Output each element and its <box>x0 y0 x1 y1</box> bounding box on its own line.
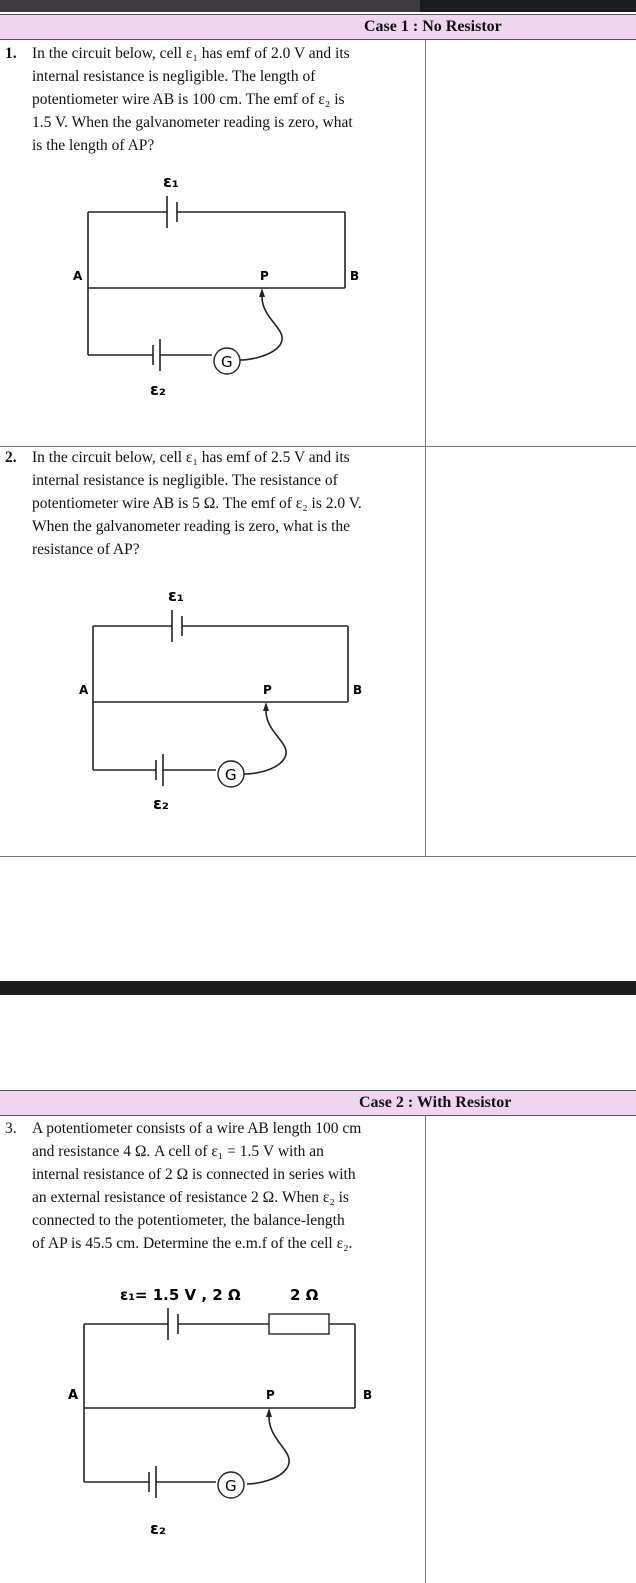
label-b: B <box>353 683 363 697</box>
question-2-line: In the circuit below, cell ε₁ has emf of 2.5 V and its <box>32 449 350 466</box>
question-1-number: 1. <box>5 45 17 62</box>
external-resistor <box>269 1314 329 1334</box>
galvanometer-label: G <box>225 766 237 784</box>
question-1-line: 1.5 V. When the galvanometer reading is zero, what <box>32 114 353 131</box>
case1-column-divider <box>425 40 426 856</box>
galvanometer-label: G <box>225 1477 237 1495</box>
question-1-line: internal resistance is negligible. The length of <box>32 68 316 85</box>
question-3-number: 3. <box>5 1120 17 1137</box>
question-2-line: internal resistance is negligible. The resistance of <box>32 472 338 489</box>
circuit-diagram-1 <box>0 160 420 420</box>
case2-header-text: Case 2 : With Resistor <box>359 1094 512 1111</box>
label-p: P <box>260 269 269 283</box>
label-b: B <box>363 1388 373 1402</box>
question-3-line: connected to the potentiometer, the balance-length <box>32 1212 345 1229</box>
question-1-text <box>32 42 353 157</box>
label-a: A <box>73 269 83 283</box>
page-divider <box>0 981 636 995</box>
question-1-line: potentiometer wire AB is 100 cm. The emf of ε₂ is <box>32 91 345 108</box>
case2-header <box>0 1090 636 1116</box>
case1-header-text: Case 1 : No Resistor <box>364 18 502 35</box>
e1-label: ε₁ <box>168 586 184 605</box>
question-3-line: of AP is 45.5 cm. Determine the e.m.f of the cell ε₂. <box>32 1235 353 1252</box>
question-2-text <box>32 446 362 561</box>
top-bar <box>0 0 636 12</box>
circuit-diagram-3 <box>0 1272 420 1562</box>
question-2-line: When the galvanometer reading is zero, what is the <box>32 518 351 535</box>
label-p: P <box>266 1388 275 1402</box>
case2-column-divider <box>425 1116 426 1583</box>
question-3-line: and resistance 4 Ω. A cell of ε₁ = 1.5 V with an <box>32 1143 324 1160</box>
question-3-line: an external resistance of resistance 2 Ω. When ε₂ is <box>32 1189 349 1206</box>
question-3-line: A potentiometer consists of a wire AB length 100 cm <box>32 1120 362 1137</box>
e2-label: ε₂ <box>150 1519 166 1538</box>
top-bar-dark <box>420 0 636 12</box>
e2-label: ε₂ <box>153 794 169 813</box>
question-3-text <box>32 1117 361 1255</box>
circuit-diagram-2 <box>0 574 420 834</box>
e2-label: ε₂ <box>150 380 166 399</box>
question-2-line: resistance of AP? <box>32 541 140 558</box>
question-2-line: potentiometer wire AB is 5 Ω. The emf of ε₂ is 2.0 V. <box>32 495 362 512</box>
label-b: B <box>350 269 360 283</box>
e1-label: ε₁ <box>163 172 179 191</box>
question-3-line: internal resistance of 2 Ω is connected in series with <box>32 1166 356 1183</box>
label-a: A <box>68 1388 79 1403</box>
resistor-label: 2 Ω <box>290 1286 319 1304</box>
question-2-number: 2. <box>5 449 17 466</box>
row-divider-2 <box>0 856 636 857</box>
question-1-line: is the length of AP? <box>32 137 155 154</box>
e1-label: ε₁= 1.5 V , 2 Ω <box>120 1286 241 1304</box>
question-1-line: In the circuit below, cell ε₁ has emf of 2.0 V and its <box>32 45 350 62</box>
galvanometer-label: G <box>221 353 233 371</box>
label-p: P <box>263 683 272 697</box>
case1-header <box>0 14 636 40</box>
label-a: A <box>79 683 89 697</box>
